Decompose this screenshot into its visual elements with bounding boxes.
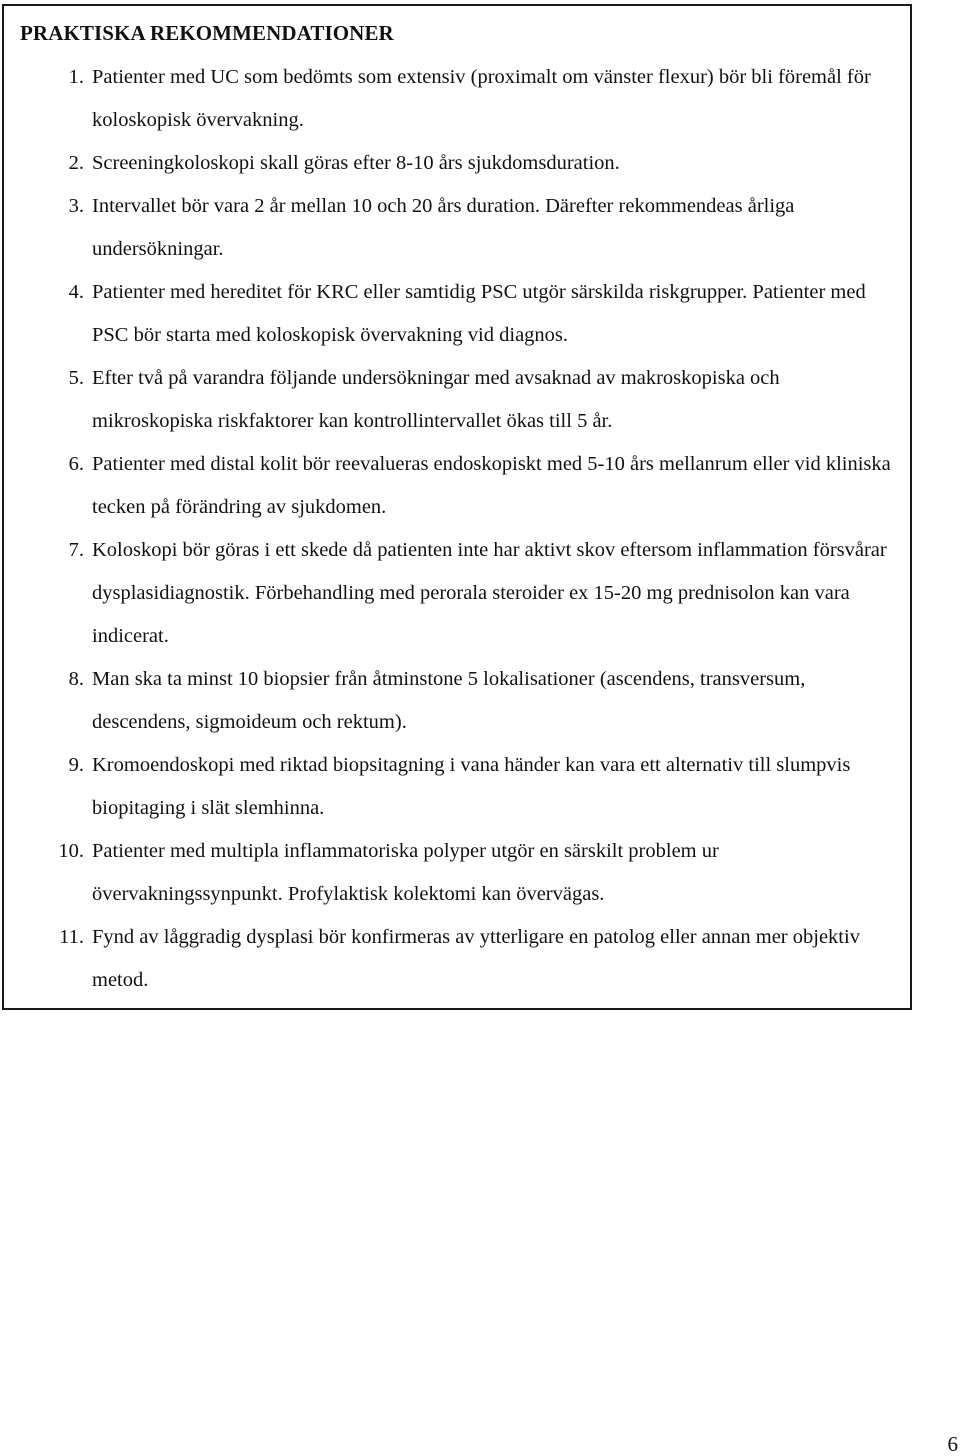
page-number: 6 (947, 1432, 958, 1456)
item-number: 6. (68, 453, 84, 475)
item-text: Koloskopi bör göras i ett skede då patienten inte har aktivt skov eftersom inflammation försvårar dysplasidiagnostik. Förbehandling med perorala steroider ex 15-20 mg prednisolon kan vara indicerat. (92, 539, 887, 647)
item-number: 5. (68, 367, 84, 389)
item-text: Intervallet bör vara 2 år mellan 10 och 20 års duration. Därefter rekommendeas årliga undersökningar. (92, 195, 795, 260)
item-text: Man ska ta minst 10 biopsier från åtminstone 5 lokalisationer (ascendens, transversum, descendens, sigmoideum och rektum). (92, 668, 806, 733)
list-item (4, 744, 914, 830)
item-text: Kromoendoskopi med riktad biopsitagning i vana händer kan vara ett alternativ till slumpvis biopitaging i slät slemhinna. (92, 754, 851, 819)
item-number: 4. (68, 281, 84, 303)
item-number: 11. (59, 926, 84, 948)
list-item (4, 830, 914, 916)
recommendations-list (4, 56, 914, 1002)
section-heading: PRAKTISKA REKOMMENDATIONER (20, 21, 394, 45)
item-text: Patienter med hereditet för KRC eller samtidig PSC utgör särskilda riskgrupper. Patienter med PSC bör starta med koloskopisk övervakning vid diagnos. (92, 281, 866, 346)
item-text: Fynd av låggradig dysplasi bör konfirmeras av ytterligare en patolog eller annan mer objektiv metod. (92, 926, 860, 991)
item-number: 1. (68, 66, 84, 88)
item-text: Patienter med distal kolit bör reevalueras endoskopiskt med 5-10 års mellanrum eller vid kliniska tecken på förändring av sjukdomen. (92, 453, 891, 518)
list-item (4, 443, 914, 529)
item-number: 3. (68, 195, 84, 217)
item-number: 9. (68, 754, 84, 776)
item-text: Screeningkoloskopi skall göras efter 8-10 års sjukdomsduration. (92, 152, 620, 174)
item-number: 7. (68, 539, 84, 561)
list-item (4, 529, 914, 658)
list-item (4, 185, 914, 271)
item-number: 8. (68, 668, 84, 690)
list-item (4, 916, 914, 1002)
item-text: Efter två på varandra följande undersökningar med avsaknad av makroskopiska och mikroskopiska riskfaktorer kan kontrollintervallet ökas till 5 år. (92, 367, 780, 432)
list-item (4, 658, 914, 744)
list-item (4, 357, 914, 443)
list-item (4, 142, 914, 185)
item-text: Patienter med multipla inflammatoriska polyper utgör en särskilt problem ur övervakningssynpunkt. Profylaktisk kolektomi kan övervägas. (92, 840, 719, 905)
list-item (4, 271, 914, 357)
item-text: Patienter med UC som bedömts som extensiv (proximalt om vänster flexur) bör bli föremål för koloskopisk övervakning. (92, 66, 871, 131)
item-number: 10. (58, 840, 84, 862)
recommendations-box (2, 4, 912, 1010)
list-item (4, 56, 914, 142)
item-number: 2. (68, 152, 84, 174)
